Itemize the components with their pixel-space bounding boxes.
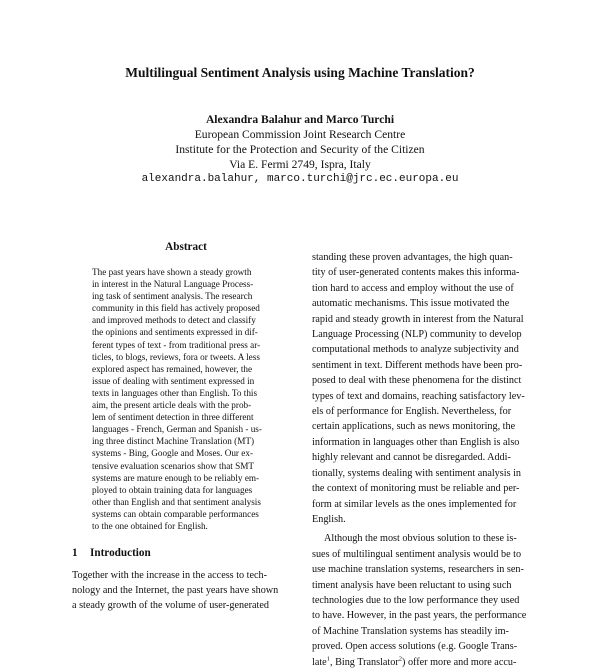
body-line: els of performance for English. Nevertheless, for: [312, 406, 512, 418]
body-line: of Machine Translation systems has steadily im-: [312, 625, 509, 637]
author-email: alexandra.balahur, marco.turchi@jrc.ec.europa.eu: [141, 173, 459, 185]
body-line: sentiment in text. Different methods have been pro-: [312, 359, 523, 371]
text-fragment: , Bing Translator: [329, 656, 399, 668]
body-line: rapid and steady growth in interest from the Natural: [312, 313, 524, 325]
abstract-line: ferent types of text - from traditional press ar-: [92, 339, 261, 350]
author-block: [0, 112, 600, 187]
body-line: Although the most obvious solution to these is-: [324, 533, 517, 545]
body-line: the context of monitoring must be reliable and per-: [312, 483, 520, 495]
abstract-body: [92, 266, 282, 532]
body-line: Language Processing (NLP) community to develop: [312, 329, 522, 341]
abstract-line: tensive evaluation scenarios show that SMT: [92, 460, 255, 471]
body-line: technologies due to the low performance they used: [312, 594, 520, 606]
abstract-line: ing task of sentiment analysis. The research: [92, 291, 253, 302]
abstract-line: and improved methods to detect and classify: [92, 315, 256, 326]
abstract-line: systems can obtain comparable performances: [92, 508, 259, 519]
abstract-line: the opinions and sentiments expressed in dif-: [92, 327, 258, 338]
intro-line: Together with the increase in the access to tech-: [72, 570, 268, 581]
abstract-line: explored aspect has remained, however, the: [92, 363, 253, 374]
body-line: tionally, systems dealing with sentiment analysis in: [312, 467, 522, 479]
section-title: Introduction: [90, 547, 151, 559]
body-line: sues of multilingual sentiment analysis would be to: [312, 548, 522, 560]
right-column-text: [312, 250, 548, 670]
abstract-heading: Abstract: [165, 241, 207, 253]
body-line: to have. However, in the past years, the performance: [312, 610, 527, 622]
body-line: tion hard to access and employ without the use of: [312, 282, 514, 294]
abstract-line: to the one obtained for English.: [92, 520, 208, 531]
body-line: proved. Open access solutions (e.g. Google Trans-: [312, 641, 518, 653]
abstract-line: languages - French, German and Spanish - us-: [92, 424, 262, 435]
abstract-line: systems are mature enough to be reliably em-: [92, 472, 260, 483]
abstract-line: The past years have shown a steady growth: [92, 267, 252, 277]
text-fragment: ) offer more and more accu-: [402, 656, 517, 668]
abstract-line: in interest in the Natural Language Process-: [92, 279, 254, 290]
introduction-body: [72, 568, 310, 614]
body-line: automatic mechanisms. This issue motivated the: [312, 298, 510, 310]
body-line-with-footnotes: [312, 655, 548, 670]
intro-line: nology and the Internet, the past years have shown: [72, 585, 279, 597]
abstract-line: ployed to obtain training data for languages: [92, 484, 253, 495]
body-line: computational methods to analyze subjectivity and: [312, 344, 519, 356]
section-heading: [72, 546, 302, 560]
footnote-marker[interactable]: 1: [326, 655, 330, 663]
affiliation-line-1: European Commission Joint Research Centre: [194, 128, 406, 141]
affiliation-line-2: Institute for the Protection and Security of the Citizen: [175, 143, 425, 156]
abstract-line: other than English and that sentiment analysis: [92, 496, 261, 507]
abstract-line: issue of dealing with sentiment expressed in: [92, 375, 255, 386]
body-line: form at similar levels as the ones implemented for: [312, 498, 517, 510]
abstract-line: texts in languages other than English. To this: [92, 387, 258, 398]
body-line: use machine translation systems, researchers in sen-: [312, 564, 524, 576]
body-line: certain applications, such as news monitoring, the: [312, 421, 516, 433]
body-line: tity of user-generated contents makes this informa-: [312, 267, 520, 279]
body-line: posed to deal with these phenomena for the distinct: [312, 375, 522, 387]
address-line: Via E. Fermi 2749, Ispra, Italy: [229, 158, 371, 171]
intro-line: a steady growth of the volume of user-generated: [72, 600, 269, 612]
paper-title: Multilingual Sentiment Analysis using Machine Translation?: [125, 65, 475, 80]
abstract-line: ticles, to blogs, reviews, fora or tweets. A less: [92, 351, 260, 362]
author-names: Alexandra Balahur and Marco Turchi: [205, 113, 395, 126]
abstract-line: lem of sentiment detection in three different: [92, 412, 254, 423]
body-line: English.: [312, 513, 346, 525]
body-line: timent analysis have been reluctant to using such: [312, 579, 512, 591]
body-line: types of text and domains, reaching satisfactory lev-: [312, 390, 525, 402]
section-number: 1: [72, 547, 78, 559]
body-line: information in languages other than English is also: [312, 436, 520, 448]
body-line: standing these proven advantages, the high quan-: [312, 252, 513, 263]
abstract-line: ing three distinct Machine Translation (MT): [92, 436, 255, 447]
text-fragment: late: [312, 656, 327, 668]
abstract-line: community in this field has actively proposed: [92, 303, 260, 314]
footnote-marker[interactable]: 2: [398, 655, 402, 663]
abstract-line: systems - Bing, Google and Moses. Our ex-: [92, 448, 254, 459]
abstract-line: aim, the present article deals with the prob-: [92, 400, 252, 411]
body-line: highly relevant and cannot be disregarded. Addi-: [312, 452, 511, 464]
